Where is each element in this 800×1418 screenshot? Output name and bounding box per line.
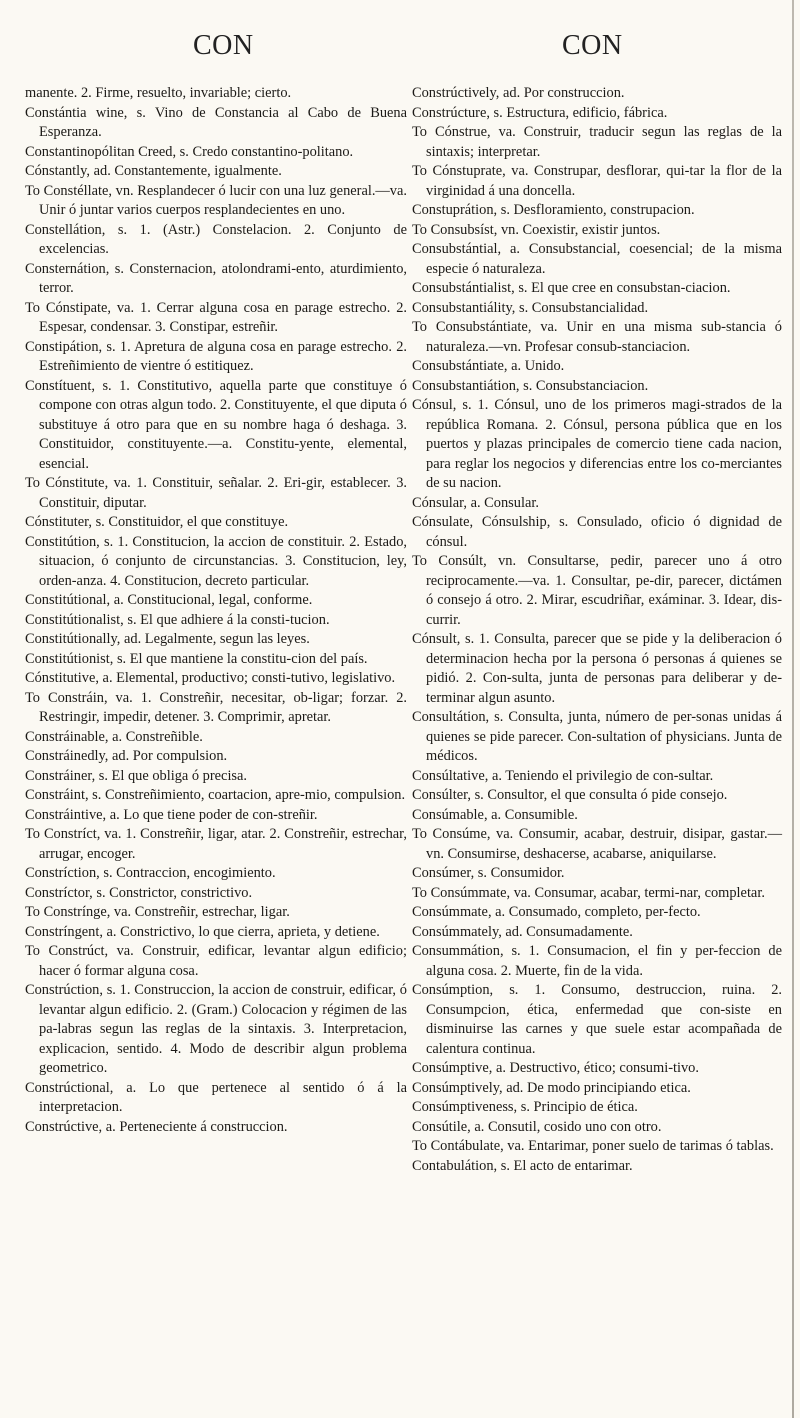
dictionary-entry: Consummátion, s. 1. Consumacion, el fin y per-feccion de alguna cosa. 2. Muerte, fin de la vida.	[412, 943, 782, 979]
dictionary-entry: Constítuent, s. 1. Constitutivo, aquella parte que constituye ó compone con otras algun todo. 2. Constituyente, el que diputa ó substituye á otro para que en su nombre haga ó deshaga. 3. Constituidor, constituyente.—a. Constitu-yente, elemental, esencial.	[25, 377, 407, 472]
dictionary-entry: Consultátion, s. Consulta, junta, número de per-sonas unidas á quienes se pide parecer. Con-sultation of physicians. Junta de médicos.	[412, 709, 782, 764]
dictionary-entry: Constellátion, s. 1. (Astr.) Constelacion. 2. Conjunto de excelencias.	[25, 221, 407, 257]
dictionary-entry: Constitútionalist, s. El que adhiere á la consti-tucion.	[25, 611, 330, 628]
dictionary-entry: Consúmable, a. Consumible.	[412, 806, 578, 823]
dictionary-entry: Consubstántial, a. Consubstancial, coesencial; de la misma especie ó naturaleza.	[412, 241, 782, 277]
dictionary-entry: Consúmptive, a. Destructivo, ético; consumi-tivo.	[412, 1060, 699, 1076]
dictionary-entry: Consúmption, s. 1. Consumo, destruccion, ruina. 2. Consumpcion, ética, enfermedad que con-siste en disminuirse las carnes y que suele estar acompañada de calentura continua.	[412, 982, 782, 1057]
dictionary-entry: Cónsul, s. 1. Cónsul, uno de los primeros magi-strados de la república Romana. 2. Cónsul, persona pública que en los puertos y plazas principales de comercio tiene cada nacion, para reglar los negocios y diferencias entre los co-merciantes de su nacion.	[412, 397, 782, 491]
dictionary-entry: Constrúcture, s. Estructura, edificio, fábrica.	[412, 104, 668, 121]
dictionary-entry: Constrúctive, a. Perteneciente á construccion.	[25, 1118, 288, 1135]
dictionary-entry: Constántia wine, s. Vino de Constancia al Cabo de Buena Esperanza.	[25, 104, 407, 140]
dictionary-entry: To Cónstrue, va. Construir, traducir segun las reglas de la sintaxis; interpretar.	[412, 124, 782, 160]
dictionary-entry: To Consúme, va. Consumir, acabar, destruir, disipar, gastar.—vn. Consumirse, deshacerse, acabarse, aniquilarse.	[412, 826, 782, 862]
dictionary-entry: Constríction, s. Contraccion, encogimiento.	[25, 865, 276, 881]
dictionary-entry: To Constéllate, vn. Resplandecer ó lucir con una luz general.—va. Unir ó juntar varios cuerpos resplandecientes en uno.	[25, 182, 407, 218]
dictionary-entry: manente. 2. Firme, resuelto, invariable; cierto.	[25, 85, 292, 101]
left-column	[25, 84, 407, 1137]
dictionary-entry: Cónsult, s. 1. Consulta, parecer que se pide y la deliberacion ó determinacion hecha por la persona ó personas á quienes se pidió. 2. Con-sulta, junta de personas para deliberar y de-terminar algun asunto.	[412, 631, 782, 706]
dictionary-entry: Constríctor, s. Constrictor, constrictivo.	[25, 884, 253, 901]
dictionary-entry: Cónstitutive, a. Elemental, productivo; consti-tutivo, legislativo.	[25, 670, 396, 686]
dictionary-entry: To Consúlt, vn. Consultarse, pedir, parecer uno á otro reciprocamente.—va. 1. Consultar, pe-dir, parecer, dictámen ó consejo á otro. 2. Mirar, escudriñar, exáminar. 3. Idear, dis-currir.	[412, 553, 782, 628]
dictionary-entry: To Consubstántiate, va. Unir en una misma sub-stancia ó naturaleza.—vn. Profesar consub-stanciacion.	[412, 319, 782, 355]
dictionary-entry: Consúmptively, ad. De modo principiando etica.	[412, 1079, 691, 1096]
dictionary-entry: Consubstantiálity, s. Consubstancialidad.	[412, 299, 649, 316]
dictionary-entry: Cónsular, a. Consular.	[412, 494, 539, 511]
dictionary-entry: Constráintive, a. Lo que tiene poder de con-streñir.	[25, 806, 318, 823]
dictionary-entry: To Consubsíst, vn. Coexistir, existir juntos.	[412, 221, 661, 238]
dictionary-entry: To Constrúct, va. Construir, edificar, levantar algun edificio; hacer ó formar alguna cosa.	[25, 943, 407, 979]
dictionary-entry: Constantinopólitan Creed, s. Credo constantino-politano.	[25, 143, 354, 160]
dictionary-entry: Contabulátion, s. El acto de entarimar.	[412, 1157, 633, 1174]
dictionary-entry: Cónstituter, s. Constituidor, el que constituye.	[25, 514, 289, 530]
right-column	[412, 84, 782, 1176]
dictionary-entry: To Cónstuprate, va. Construpar, desflorar, qui-tar la flor de la virginidad á una doncella.	[412, 163, 782, 199]
dictionary-entry: Consúmmate, a. Consumado, completo, per-fecto.	[412, 904, 701, 920]
dictionary-entry: To Cónstitute, va. 1. Constituir, señalar. 2. Eri-gir, establecer. 3. Constituir, diputar.	[25, 475, 407, 511]
dictionary-entry: Constráinable, a. Constreñible.	[25, 728, 203, 745]
dictionary-entry: To Cónstipate, va. 1. Cerrar alguna cosa en parage estrecho. 2. Espesar, condensar. 3. Constipar, estreñir.	[25, 299, 407, 335]
dictionary-entry: Cónsulate, Cónsulship, s. Consulado, oficio ó dignidad de cónsul.	[412, 514, 782, 550]
dictionary-entry: Constuprátion, s. Desfloramiento, construpacion.	[412, 202, 695, 218]
dictionary-entry: To Consúmmate, va. Consumar, acabar, termi-nar, completar.	[412, 884, 765, 901]
dictionary-entry: Consúltative, a. Teniendo el privilegio de con-sultar.	[412, 767, 714, 784]
running-head	[0, 30, 800, 66]
dictionary-entry: To Constráin, va. 1. Constreñir, necesitar, ob-ligar; forzar. 2. Restringir, impedir, detener. 3. Comprimir, apretar.	[25, 689, 407, 725]
dictionary-entry: Constitútionist, s. El que mantiene la constitu-cion del país.	[25, 650, 368, 667]
dictionary-entry: Constrúctional, a. Lo que pertenece al sentido ó á la interpretacion.	[25, 1079, 407, 1115]
page-edge	[792, 0, 794, 1418]
dictionary-entry: Constrúctively, ad. Por construccion.	[412, 85, 625, 101]
dictionary-entry: Consútile, a. Consutil, cosido uno con otro.	[412, 1118, 662, 1135]
dictionary-entry: Consubstantiátion, s. Consubstanciacion.	[412, 377, 649, 394]
dictionary-entry: Consúmptiveness, s. Principio de ética.	[412, 1099, 638, 1115]
dictionary-entry: Consúlter, s. Consultor, el que consulta ó pide consejo.	[412, 787, 728, 803]
dictionary-entry: To Contábulate, va. Entarimar, poner suelo de tarimas ó tablas.	[412, 1138, 774, 1154]
dictionary-entry: Constitútional, a. Constitucional, legal, conforme.	[25, 592, 313, 608]
dictionary-entry: Constipátion, s. 1. Apretura de alguna cosa en parage estrecho. 2. Estreñimiento de vientre ó estitiquez.	[25, 338, 407, 374]
dictionary-entry: To Constrínge, va. Constreñir, estrechar, ligar.	[25, 904, 290, 920]
dictionary-entry: Constrúction, s. 1. Construccion, la accion de construir, edificar, ó levantar algun edificio. 2. (Gram.) Colocacion y régimen de las pa-labras segun las reglas de la sintaxis. 3. Interpretacion, explicacion, sentido. 4. Modo de describir algun problema geometrico.	[25, 982, 407, 1076]
dictionary-entry: Consúmmately, ad. Consumadamente.	[412, 923, 633, 940]
dictionary-entry: Constitútion, s. 1. Constitucion, la accion de constituir. 2. Estado, situacion, ó conjunto de circunstancias. 3. Constitucion, ley, orden-anza. 4. Constitucion, decreto particular.	[25, 533, 407, 589]
dictionary-entry: Constríngent, a. Constrictivo, lo que cierra, aprieta, y detiene.	[25, 923, 380, 940]
dictionary-entry: Constráiner, s. El que obliga ó precisa.	[25, 767, 248, 784]
dictionary-entry: Cónstantly, ad. Constantemente, igualmente.	[25, 163, 282, 179]
dictionary-entry: Consubstántiate, a. Unido.	[412, 358, 565, 374]
dictionary-entry: Constráint, s. Constreñimiento, coartacion, apre-mio, compulsion.	[25, 787, 406, 803]
dictionary-entry: Consternátion, s. Consternacion, atolondrami-ento, aturdimiento, terror.	[25, 260, 407, 296]
dictionary-entry: Consúmer, s. Consumidor.	[412, 865, 565, 881]
guide-word-left: CON	[193, 30, 254, 61]
guide-word-right: CON	[562, 30, 623, 61]
dictionary-entry: To Constríct, va. 1. Constreñir, ligar, atar. 2. Constreñir, estrechar, arrugar, encoger.	[25, 826, 407, 862]
dictionary-entry: Constráinedly, ad. Por compulsion.	[25, 748, 228, 764]
dictionary-entry: Constitútionally, ad. Legalmente, segun las leyes.	[25, 631, 310, 647]
dictionary-entry: Consubstántialist, s. El que cree en consubstan-ciacion.	[412, 280, 731, 296]
